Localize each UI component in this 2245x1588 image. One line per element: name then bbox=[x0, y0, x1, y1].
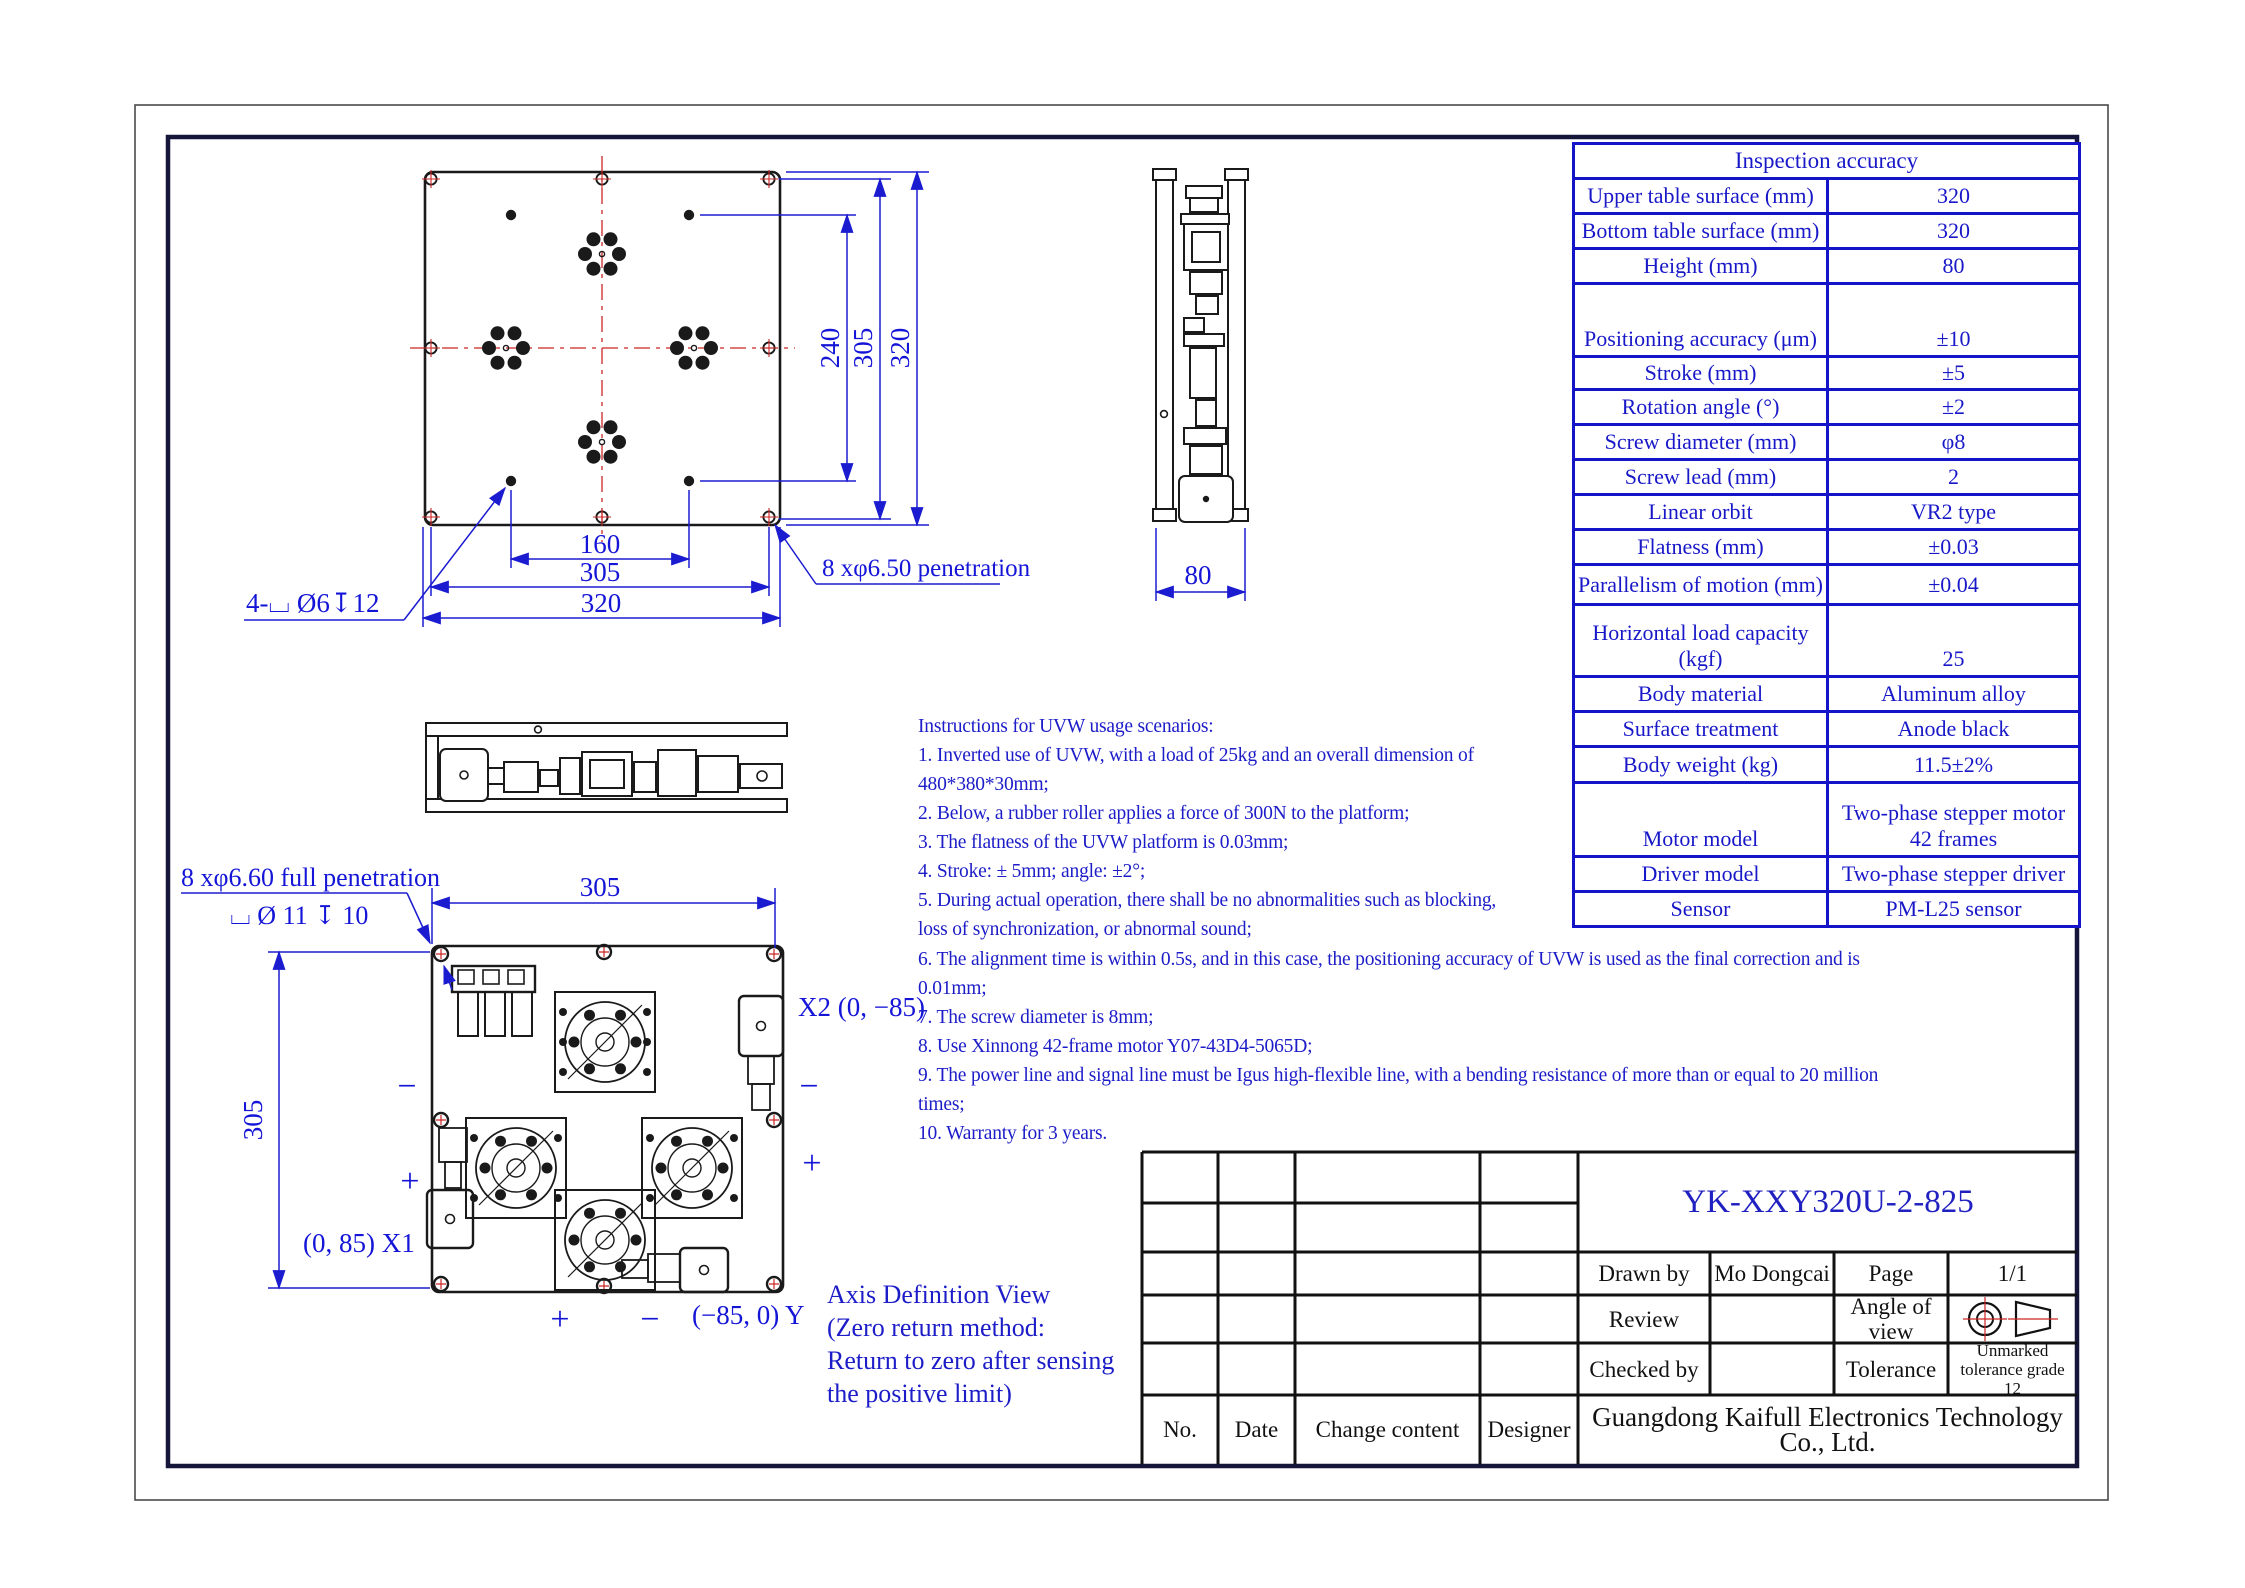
instruction-line: 0.01mm; bbox=[918, 978, 987, 999]
instruction-line: 480*380*30mm; bbox=[918, 774, 1049, 795]
dim-305-v2: 305 bbox=[238, 1099, 268, 1141]
spec-label: Flatness (mm) bbox=[1574, 530, 1828, 565]
dim-305-h2: 305 bbox=[579, 872, 621, 902]
spec-label: Stroke (mm) bbox=[1574, 357, 1828, 390]
spec-value: Anode black bbox=[1828, 712, 2080, 747]
spec-label: Driver model bbox=[1574, 857, 1828, 892]
axis-note-line: (Zero return method: bbox=[827, 1313, 1046, 1342]
spec-value: φ8 bbox=[1828, 425, 2080, 460]
spec-value: 320 bbox=[1828, 179, 2080, 214]
spec-label: Body material bbox=[1574, 677, 1828, 712]
axis-definition-note bbox=[827, 1278, 1114, 1410]
dim-320-h: 320 bbox=[580, 588, 622, 618]
axis-y-label: (−85, 0) Y bbox=[692, 1300, 805, 1330]
page-label: Page bbox=[1868, 1261, 1914, 1286]
axis-x1-label: (0, 85) X1 bbox=[303, 1228, 415, 1258]
instruction-line: 6. The alignment time is within 0.5s, and in this case, the positioning accuracy of UVW is used as the final correction and is bbox=[918, 949, 1860, 970]
company-name: Guangdong Kaifull Electronics Technology Co., Ltd. bbox=[1592, 1401, 2063, 1457]
top-view bbox=[410, 156, 795, 542]
instruction-line: Instructions for UVW usage scenarios: bbox=[918, 716, 1214, 737]
instruction-line: 3. The flatness of the UVW platform is 0.03mm; bbox=[918, 832, 1289, 853]
side-view bbox=[1153, 169, 1248, 522]
tolerance-value: Unmarked tolerance grade 12 bbox=[1960, 1340, 2065, 1398]
minus-sign: − bbox=[397, 1068, 417, 1105]
counterbore-callout-2: ⌴ Ø 11 ↧ 10 bbox=[230, 901, 369, 930]
dim-305-h: 305 bbox=[579, 557, 621, 587]
checked-by-label: Checked by bbox=[1589, 1356, 1699, 1382]
drawn-by-value: Mo Dongcai bbox=[1714, 1261, 1830, 1286]
front-view bbox=[426, 723, 787, 812]
penetration-callout: 8 xφ6.50 penetration bbox=[822, 555, 1031, 582]
counterbore-callout: 4-⌴ Ø6↧12 bbox=[246, 588, 380, 618]
axis-note-line: Axis Definition View bbox=[827, 1280, 1051, 1309]
part-number: YK-XXY320U-2-825 bbox=[1682, 1183, 1974, 1220]
instruction-line: times; bbox=[918, 1094, 965, 1115]
bottom-view bbox=[427, 945, 783, 1293]
spec-value: Aluminum alloy bbox=[1828, 677, 2080, 712]
axis-note-line: Return to zero after sensing bbox=[827, 1346, 1115, 1375]
spec-label: Motor model bbox=[1574, 783, 1828, 857]
spec-label: Surface treatment bbox=[1574, 712, 1828, 747]
spec-value: 320 bbox=[1828, 214, 2080, 249]
spec-value: 25 bbox=[1828, 605, 2080, 677]
spec-label: Body weight (kg) bbox=[1574, 747, 1828, 783]
minus-sign: − bbox=[640, 1301, 660, 1338]
spec-value: 80 bbox=[1828, 249, 2080, 284]
instruction-line: loss of synchronization, or abnormal sound; bbox=[918, 919, 1252, 940]
spec-value: ±2 bbox=[1828, 390, 2080, 425]
spec-label: Rotation angle (°) bbox=[1574, 390, 1828, 425]
table-title: Inspection accuracy bbox=[1574, 144, 2080, 179]
projection-symbol-icon bbox=[1963, 1297, 2058, 1341]
instruction-line: 4. Stroke: ± 5mm; angle: ±2°; bbox=[918, 861, 1146, 882]
angle-of-view-label: Angle of view bbox=[1850, 1294, 1932, 1344]
instruction-line: 5. During actual operation, there shall be no abnormalities such as blocking, bbox=[918, 890, 1497, 911]
dim-80: 80 bbox=[1184, 560, 1212, 590]
instruction-line: 1. Inverted use of UVW, with a load of 25kg and an overall dimension of bbox=[918, 745, 1474, 766]
spec-value: Two-phase stepper motor 42 frames bbox=[1828, 783, 2080, 857]
dim-305-v: 305 bbox=[848, 327, 878, 369]
instruction-line: 2. Below, a rubber roller applies a force of 300N to the platform; bbox=[918, 803, 1410, 824]
drawn-by-label: Drawn by bbox=[1598, 1261, 1690, 1286]
dim-160: 160 bbox=[579, 529, 621, 559]
spec-value: ±0.04 bbox=[1828, 565, 2080, 605]
plus-sign: + bbox=[550, 1301, 570, 1338]
spec-label: Screw diameter (mm) bbox=[1574, 425, 1828, 460]
inspection-accuracy-table bbox=[1572, 142, 2081, 928]
instruction-line: 8. Use Xinnong 42-frame motor Y07-43D4-5065D; bbox=[918, 1036, 1313, 1057]
spec-label: Horizontal load capacity (kgf) bbox=[1574, 605, 1828, 677]
minus-sign: − bbox=[799, 1068, 819, 1105]
spec-label: Linear orbit bbox=[1574, 495, 1828, 530]
plus-sign: + bbox=[802, 1145, 822, 1182]
spec-value: 2 bbox=[1828, 460, 2080, 495]
review-label: Review bbox=[1608, 1306, 1680, 1332]
instruction-line: 10. Warranty for 3 years. bbox=[918, 1123, 1108, 1144]
axis-note-line: the positive limit) bbox=[827, 1379, 1012, 1408]
change-content-column-label: Change content bbox=[1315, 1417, 1460, 1442]
spec-value: Two-phase stepper driver bbox=[1828, 857, 2080, 892]
usage-instructions-block2 bbox=[918, 945, 1878, 1148]
tolerance-label: Tolerance bbox=[1845, 1356, 1937, 1382]
spec-value: VR2 type bbox=[1828, 495, 2080, 530]
spec-value: 11.5±2% bbox=[1828, 747, 2080, 783]
page-value: 1/1 bbox=[1997, 1261, 2028, 1286]
no-column-label: No. bbox=[1163, 1417, 1197, 1442]
dim-240-v: 240 bbox=[815, 327, 845, 369]
spec-label: Height (mm) bbox=[1574, 249, 1828, 284]
spec-label: Screw lead (mm) bbox=[1574, 460, 1828, 495]
spec-label: Parallelism of motion (mm) bbox=[1574, 565, 1828, 605]
spec-value: ±10 bbox=[1828, 284, 2080, 357]
instruction-line: 7. The screw diameter is 8mm; bbox=[918, 1007, 1154, 1028]
dim-320-v: 320 bbox=[885, 327, 915, 369]
spec-value: ±5 bbox=[1828, 357, 2080, 390]
spec-label: Positioning accuracy (μm) bbox=[1574, 284, 1828, 357]
instruction-line: 9. The power line and signal line must be Igus high-flexible line, with a bending resistance of more than or equal to 20 million bbox=[918, 1065, 1879, 1086]
spec-label: Upper table surface (mm) bbox=[1574, 179, 1828, 214]
spec-value: ±0.03 bbox=[1828, 530, 2080, 565]
designer-column-label: Designer bbox=[1487, 1417, 1571, 1442]
spec-value: PM-L25 sensor bbox=[1828, 892, 2080, 927]
axis-x2-label: X2 (0, −85) bbox=[798, 992, 925, 1022]
date-column-label: Date bbox=[1234, 1417, 1279, 1442]
usage-instructions-block1 bbox=[918, 712, 1496, 944]
spec-label: Sensor bbox=[1574, 892, 1828, 927]
spec-label: Bottom table surface (mm) bbox=[1574, 214, 1828, 249]
full-penetration-callout: 8 xφ6.60 full penetration bbox=[181, 863, 441, 892]
plus-sign: + bbox=[400, 1163, 420, 1200]
